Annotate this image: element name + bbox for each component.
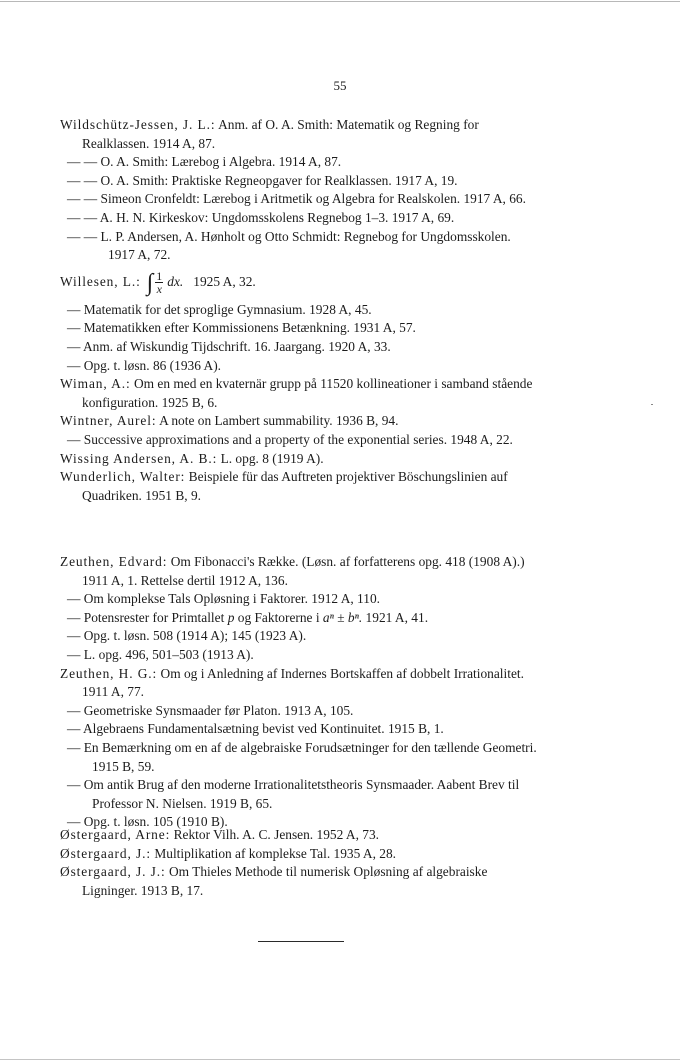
index-subentry <box>60 338 540 357</box>
entry-text: Anm. af O. A. Smith: Matematik og Regning for Realklassen. 1914 A, 87. <box>82 117 479 151</box>
repeat-dash: — — <box>67 228 98 244</box>
repeat-dash: — <box>67 609 81 625</box>
repeat-dash: — <box>67 431 81 447</box>
entry-text: Om Fibonacci's Række. (Løsn. af forfatterens opg. 418 (1908 A).) 1911 A, 1. Rettelse dertil 1912 A, 136. <box>82 554 525 588</box>
entry-text: En Bemærkning om en af de algebraiske Forudsætninger for den tællende Geometri. 1915 B, 59. <box>83 739 537 774</box>
math-variable: aⁿ <box>322 609 334 625</box>
scan-speck <box>651 404 653 405</box>
entry-text: 1921 A, 41. <box>365 609 429 625</box>
repeat-dash: — — <box>67 154 98 170</box>
scan-edge-top <box>0 1 680 2</box>
repeat-dash: — <box>67 338 81 354</box>
entry-text: Opg. t. løsn. 86 (1936 A). <box>83 357 222 373</box>
author-name: Zeuthen, Edvard: <box>60 554 168 569</box>
index-entry <box>60 116 540 153</box>
index-subentry <box>60 357 540 376</box>
index-entry <box>60 412 540 431</box>
entry-text: Algebraens Fundamentalsætning bevist ved Kontinuitet. 1915 B, 1. <box>83 721 444 737</box>
repeat-dash: — — <box>67 172 98 188</box>
index-subentry <box>60 646 540 665</box>
author-name: Østergaard, Arne: <box>60 827 171 842</box>
entry-text: 1925 A, 32. <box>193 274 256 290</box>
entry-text: Potensrester for Primtallet <box>83 609 225 625</box>
entry-text: Simeon Cronfeldt: Lærebog i Aritmetik og Algebra for Realskolen. 1917 A, 66. <box>100 191 526 207</box>
index-subentry <box>60 720 540 739</box>
author-name: Wiman, A.: <box>60 376 131 392</box>
entry-text: Rektor Vilh. A. C. Jensen. 1952 A, 73. <box>173 827 379 842</box>
index-entry-with-formula <box>60 265 540 301</box>
index-subentry <box>60 776 540 813</box>
math-variable: bⁿ. <box>347 609 363 625</box>
index-subentry <box>60 153 540 172</box>
repeat-dash: — <box>67 814 81 830</box>
author-name: Wissing Andersen, A. B.: <box>60 450 218 466</box>
repeat-dash: — <box>67 320 81 336</box>
author-name: Zeuthen, H. G.: <box>60 665 158 681</box>
repeat-dash: — — <box>67 209 98 225</box>
entry-text: Anm. af Wiskundig Tijdschrift. 16. Jaargang. 1920 A, 33. <box>83 338 391 354</box>
plus-minus-sign: ± <box>337 609 345 625</box>
author-name: Willesen, L.: <box>60 274 141 290</box>
index-entry <box>60 845 540 864</box>
entry-text: Beispiele für das Auftreten projektiver Böschungslinien auf Quadriken. 1951 B, 9. <box>82 469 508 503</box>
fraction-numerator: 1 <box>156 269 163 284</box>
entry-text: O. A. Smith: Praktiske Regneopgaver for Realklassen. 1917 A, 19. <box>100 172 458 188</box>
repeat-dash: — <box>67 357 81 373</box>
index-subentry <box>60 431 540 450</box>
entry-text: Multiplikation af komplekse Tal. 1935 A, 28. <box>154 845 397 861</box>
index-subentry <box>60 739 540 776</box>
index-entry <box>60 553 540 590</box>
index-subentry <box>60 172 540 191</box>
repeat-dash: — <box>67 646 81 662</box>
entry-text: L. P. Andersen, A. Hønholt og Otto Schmidt: Regnebog for Ungdomsskolen. 1917 A, 72. <box>100 228 511 263</box>
index-section-z <box>60 553 540 832</box>
index-subentry <box>60 228 540 265</box>
entry-text: Om og i Anledning af Indernes Bortskaffen af dobbelt Irrationalitet. 1911 A, 77. <box>82 665 524 700</box>
index-subentry <box>60 609 540 628</box>
fraction <box>155 270 163 295</box>
entry-text: Successive approximations and a property of the exponential series. 1948 A, 22. <box>83 431 513 447</box>
author-name: Wintner, Aurel: <box>60 413 157 429</box>
repeat-dash: — <box>67 721 81 737</box>
repeat-dash: — <box>67 739 81 755</box>
entry-text: A note on Lambert summability. 1936 B, 94. <box>159 413 399 429</box>
entry-text: L. opg. 496, 501–503 (1913 A). <box>83 646 254 662</box>
end-of-section-rule <box>258 941 344 942</box>
index-entry <box>60 375 540 412</box>
entry-text: Om komplekse Tals Opløsning i Faktorer. 1912 A, 110. <box>83 591 380 607</box>
entry-text: Om antik Brug af den moderne Irrationalitetstheoris Synsmaader. Aabent Brev til Professor N. Nielsen. 1919 B, 65. <box>83 777 520 811</box>
index-subentry <box>60 702 540 721</box>
index-entry <box>60 665 540 702</box>
repeat-dash: — <box>67 777 81 793</box>
entry-text: Geometriske Synsmaader før Platon. 1913 A, 105. <box>83 702 354 718</box>
index-entry <box>60 450 540 469</box>
entry-text: Matematikken efter Kommissionens Betænkning. 1931 A, 57. <box>83 320 416 336</box>
integral-sign: ∫ <box>146 270 154 297</box>
repeat-dash: — <box>67 301 81 317</box>
index-entry <box>60 863 540 900</box>
entry-text: Opg. t. løsn. 508 (1914 A); 145 (1923 A). <box>83 628 307 644</box>
index-entry <box>60 468 540 505</box>
repeat-dash: — <box>67 591 81 607</box>
index-section-w <box>60 116 540 505</box>
author-name: Wildschütz-Jessen, J. L.: <box>60 117 216 132</box>
index-subentry <box>60 209 540 228</box>
repeat-dash: — <box>67 702 81 718</box>
entry-text: O. A. Smith: Lærebog i Algebra. 1914 A, 87. <box>100 154 342 170</box>
entry-text: Om Thieles Methode til numerisk Opløsning af algebraiske Ligninger. 1913 B, 17. <box>82 864 488 898</box>
index-subentry <box>60 301 540 320</box>
index-subentry <box>60 190 540 209</box>
entry-text: Matematik for det sproglige Gymnasium. 1928 A, 45. <box>83 301 372 317</box>
index-subentry <box>60 319 540 338</box>
author-name: Wunderlich, Walter: <box>60 469 186 485</box>
differential: dx. <box>167 274 184 290</box>
entry-text: Om en med en kvaternär grupp på 11520 kollineationer i samband stående konfiguration. 1925 B, 6. <box>82 376 533 410</box>
index-subentry <box>60 590 540 609</box>
repeat-dash: — <box>67 628 81 644</box>
repeat-dash: — — <box>67 191 98 207</box>
entry-text: og Faktorerne i <box>237 609 320 625</box>
entry-text: A. H. N. Kirkeskov: Ungdomsskolens Regnebog 1–3. 1917 A, 69. <box>99 209 455 225</box>
index-entry <box>60 826 540 845</box>
entry-text: L. opg. 8 (1919 A). <box>220 450 324 466</box>
page-number: 55 <box>333 78 347 93</box>
index-section-oe <box>60 826 540 900</box>
math-variable: p <box>227 609 235 625</box>
index-subentry <box>60 627 540 646</box>
entry-text: Opg. t. løsn. 105 (1910 B). <box>83 814 228 830</box>
author-name: Østergaard, J. J.: <box>60 864 166 880</box>
author-name: Østergaard, J.: <box>60 845 151 861</box>
scan-edge-bottom <box>0 1059 680 1060</box>
fraction-denominator: x <box>156 282 162 297</box>
